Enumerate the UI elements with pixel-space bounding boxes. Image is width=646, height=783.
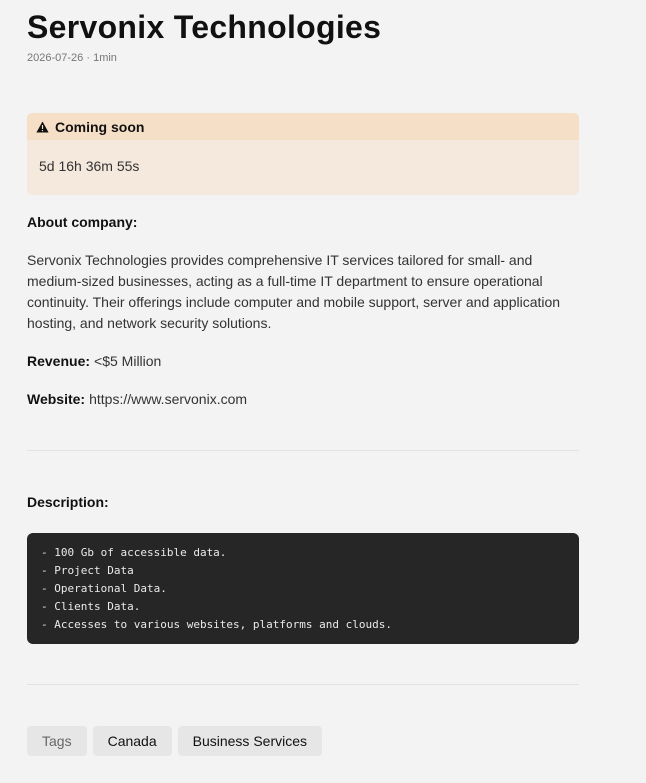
- tags-row: [27, 726, 322, 756]
- tag-business-services[interactable]: Business Services: [178, 726, 322, 756]
- page-title: Servonix Technologies: [27, 9, 382, 45]
- description-label: Description:: [27, 494, 109, 510]
- meta-separator: ·: [86, 52, 91, 64]
- revenue-label: Revenue:: [27, 353, 91, 369]
- post-date: 2026-07-26: [27, 52, 84, 64]
- description-line: - 100 Gb of accessible data.: [41, 546, 227, 559]
- countdown-timer: 5d 16h 36m 55s: [39, 158, 140, 174]
- tag-canada[interactable]: Canada: [93, 726, 172, 756]
- description-code-block: [27, 533, 579, 644]
- revenue-value: <$5 Million: [94, 353, 162, 369]
- revenue-row: [27, 353, 161, 369]
- post-meta: [27, 52, 117, 64]
- about-company-label: About company:: [27, 214, 138, 230]
- description-line: - Clients Data.: [41, 600, 141, 613]
- alert-header: [27, 113, 579, 140]
- tags-label: Tags: [27, 726, 87, 756]
- website-label: Website:: [27, 391, 86, 407]
- description-line: - Project Data: [41, 564, 134, 577]
- website-link[interactable]: https://www.servonix.com: [89, 391, 248, 407]
- website-row: [27, 391, 247, 407]
- divider: [27, 450, 579, 451]
- coming-soon-alert: [27, 113, 579, 195]
- about-company-text: Servonix Technologies provides comprehensive IT services tailored for small- and medium-sized businesses, acting as a full-time IT department to ensure operational continuity. Their offerings include computer and mobile support, server and application hosting, and network security solutions.: [27, 252, 561, 331]
- divider: [27, 684, 579, 685]
- read-time: 1min: [93, 52, 117, 64]
- warning-icon: [36, 121, 49, 133]
- alert-title: Coming soon: [55, 118, 145, 135]
- description-line: - Accesses to various websites, platforms and clouds.: [41, 618, 392, 631]
- description-line: - Operational Data.: [41, 582, 167, 595]
